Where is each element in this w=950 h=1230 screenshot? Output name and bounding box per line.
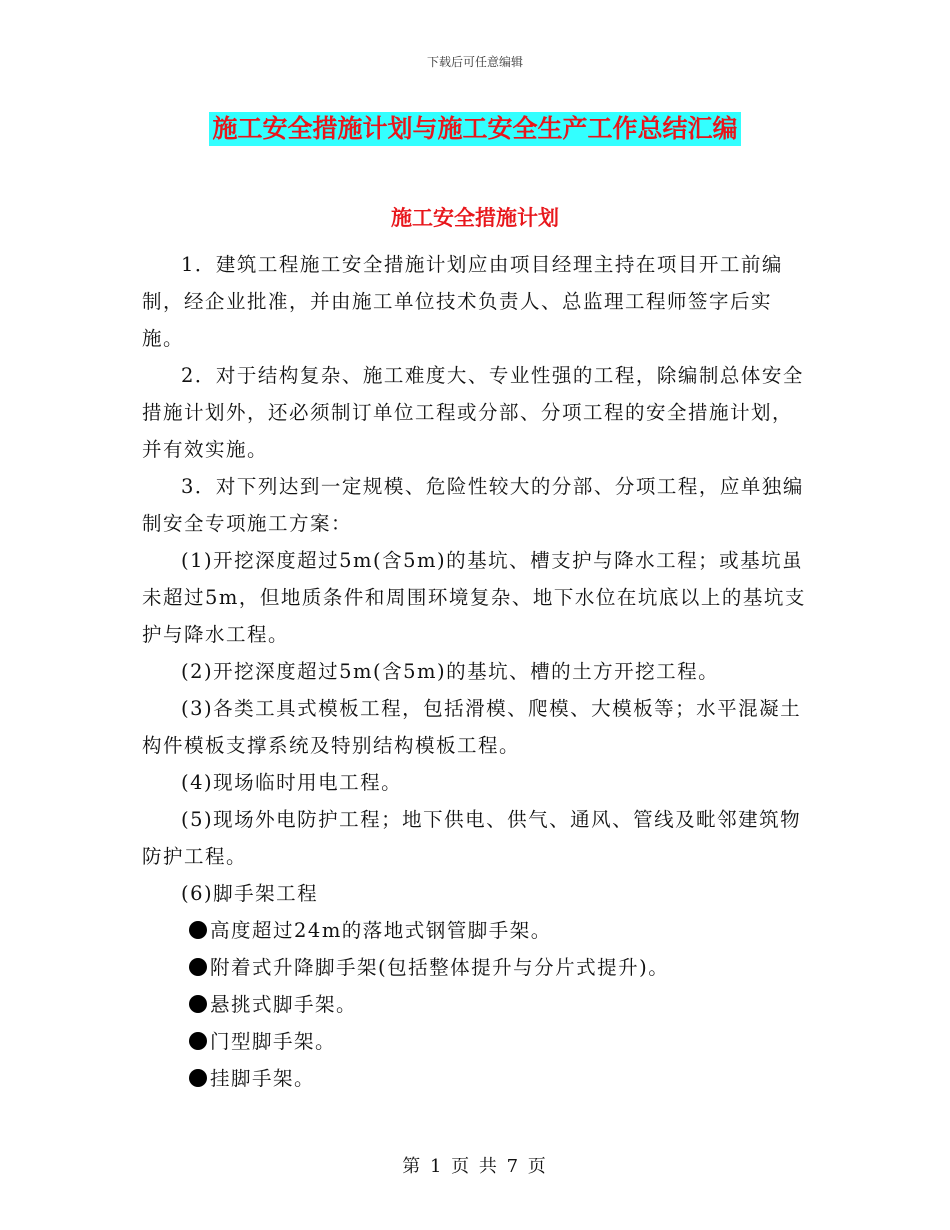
bullet-text: 挂脚手架。 (210, 1067, 316, 1090)
bullet-dot-icon (189, 995, 207, 1013)
header-note: 下载后可任意编辑 (426, 55, 523, 69)
list-item-5: (5)现场外电防护工程；地下供电、供气、通风、管线及毗邻建筑物防护工程。 (142, 808, 802, 868)
bullet-dot-icon (189, 921, 207, 939)
bullet-dot-icon (189, 1069, 207, 1087)
list-item-4: (4)现场临时用电工程。 (181, 771, 403, 794)
bullet-item (142, 949, 810, 986)
bullet-item (142, 1060, 810, 1097)
bullet-item (142, 1023, 810, 1060)
bullet-text: 悬挑式脚手架。 (210, 993, 358, 1016)
bullet-item (142, 986, 810, 1023)
list-item-6: (6)脚手架工程 (181, 882, 319, 905)
list-item-3: (3)各类工具式模板工程，包括滑模、爬模、大模板等；水平混凝土构件模板支撑系统及特别结构模板工程。 (142, 697, 802, 757)
bullet-text: 附着式升降脚手架(包括整体提升与分片式提升)。 (210, 956, 670, 979)
document-body (142, 246, 810, 1097)
list-item-2: (2)开挖深度超过5m(含5m)的基坑、槽的土方开挖工程。 (181, 660, 720, 683)
bullet-text: 门型脚手架。 (210, 1030, 337, 1053)
page-footer: 第 1 页 共 7 页 (402, 1156, 548, 1177)
document-title-text: 施工安全措施计划与施工安全生产工作总结汇编 (209, 112, 740, 146)
bullet-text: 高度超过24m的落地式钢管脚手架。 (210, 919, 552, 942)
bullet-dot-icon (189, 958, 207, 976)
document-title (0, 112, 950, 150)
paragraph-1: 1．建筑工程施工安全措施计划应由项目经理主持在项目开工前编制，经企业批准，并由施工单位技术负责人、总监理工程师签字后实施。 (142, 253, 783, 350)
paragraph-3: 3．对下列达到一定规模、危险性较大的分部、分项工程，应单独编制安全专项施工方案： (142, 475, 804, 535)
list-item-1: (1)开挖深度超过5m(含5m)的基坑、槽支护与降水工程；或基坑虽未超过5m，但地质条件和周围环境复杂、地下水位在坑底以上的基坑支护与降水工程。 (142, 549, 806, 646)
section-title: 施工安全措施计划 (391, 205, 559, 230)
paragraph-2: 2．对于结构复杂、施工难度大、专业性强的工程，除编制总体安全措施计划外，还必须制订单位工程或分部、分项工程的安全措施计划，并有效实施。 (142, 364, 804, 461)
bullet-dot-icon (189, 1032, 207, 1050)
bullet-item (142, 912, 810, 949)
